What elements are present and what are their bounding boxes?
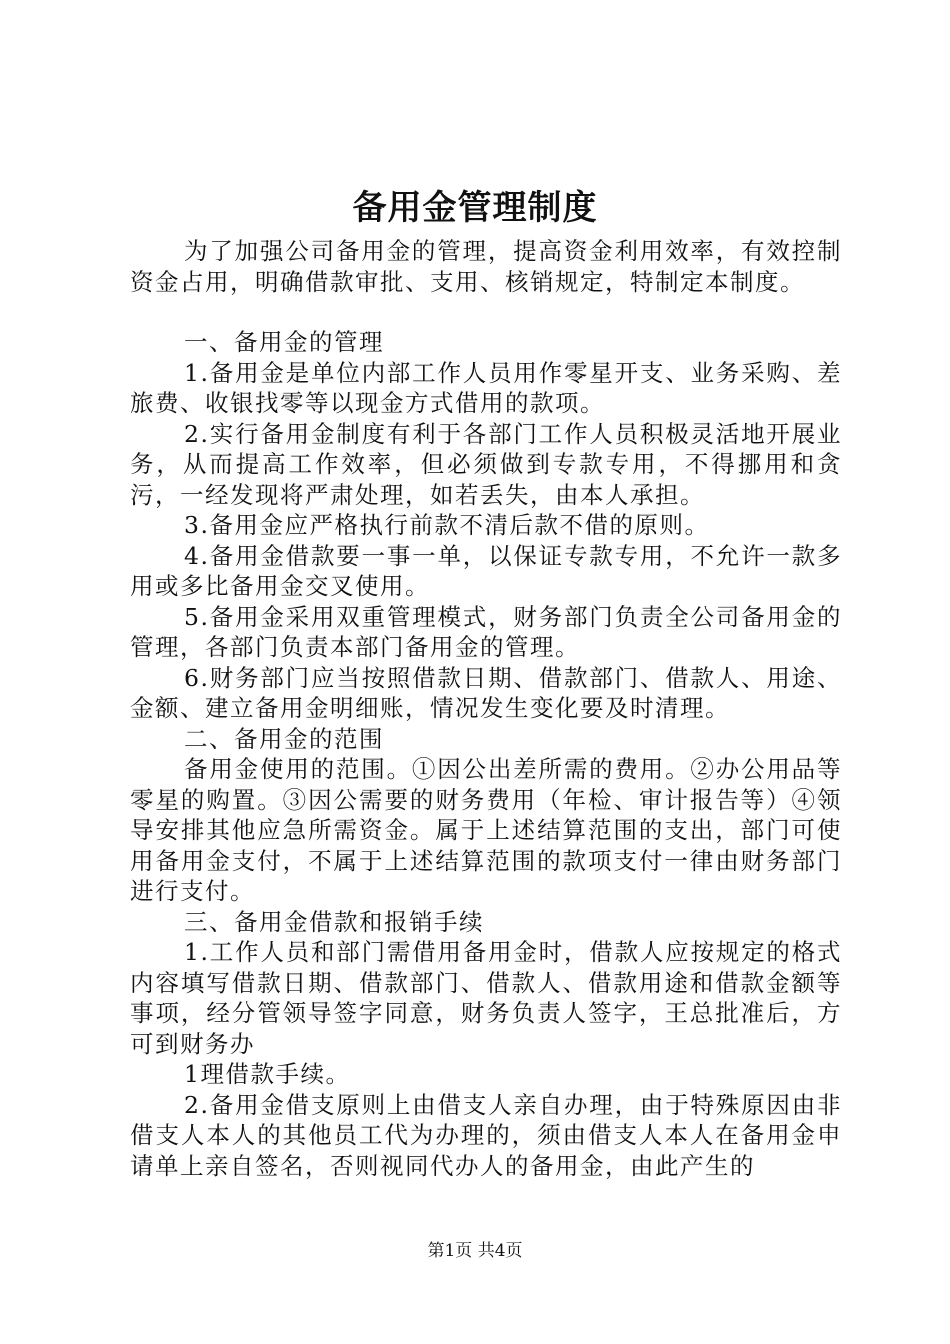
section-heading-1: 一、备用金的管理 — [184, 328, 385, 356]
document-body — [130, 236, 842, 1181]
paragraph: 1.工作人员和部门需借用备用金时，借款人应按规定的格式内容填写借款日期、借款部门、借款人、借款用途和借款金额等事项，经分管领导签字同意，财务负责人签字，王总批准后，方可到财务办 — [130, 938, 842, 1058]
page-footer: 第1页 共4页 — [427, 1241, 523, 1261]
paragraph-intro: 为了加强公司备用金的管理，提高资金利用效率，有效控制资金占用，明确借款审批、支用、核销规定，特制定本制度。 — [130, 237, 842, 296]
paragraph: 5.备用金采用双重管理模式，财务部门负责全公司备用金的管理，各部门负责本部门备用金的管理。 — [130, 602, 842, 661]
paragraph: 备用金使用的范围。①因公出差所需的费用。②办公用品等零星的购置。③因公需要的财务费用（年检、审计报告等）④领导安排其他应急所需资金。属于上述结算范围的支出，部门可使用备用金支付，不属于上述结算范围的款项支付一律由财务部门进行支付。 — [130, 755, 842, 905]
paragraph: 1理借款手续。 — [184, 1060, 351, 1088]
section-heading-3: 三、备用金借款和报销手续 — [184, 907, 485, 936]
paragraph: 2.备用金借支原则上由借支人亲自办理，由于特殊原因由非借支人本人的其他员工代为办理的，须由借支人本人在备用金申请单上亲自签名，否则视同代办人的备用金，由此产生的 — [130, 1090, 842, 1180]
paragraph: 4.备用金借款要一事一单，以保证专款专用，不允许一款多用或多比备用金交叉使用。 — [130, 541, 842, 600]
paragraph: 2.实行备用金制度有利于各部门工作人员积极灵活地开展业务，从而提高工作效率，但必须做到专款专用，不得挪用和贪污，一经发现将严肃处理，如若丢失，由本人承担。 — [130, 419, 842, 509]
paragraph: 3.备用金应严格执行前款不清后款不借的原则。 — [184, 511, 710, 539]
paragraph: 1.备用金是单位内部工作人员用作零星开支、业务采购、差旅费、收银找零等以现金方式借用的款项。 — [130, 358, 842, 417]
document-title: 备用金管理制度 — [352, 188, 598, 228]
paragraph: 6.财务部门应当按照借款日期、借款部门、借款人、用途、金额、建立备用金明细账，情况发生变化要及时清理。 — [130, 663, 842, 722]
section-heading-2: 二、备用金的范围 — [184, 724, 385, 753]
